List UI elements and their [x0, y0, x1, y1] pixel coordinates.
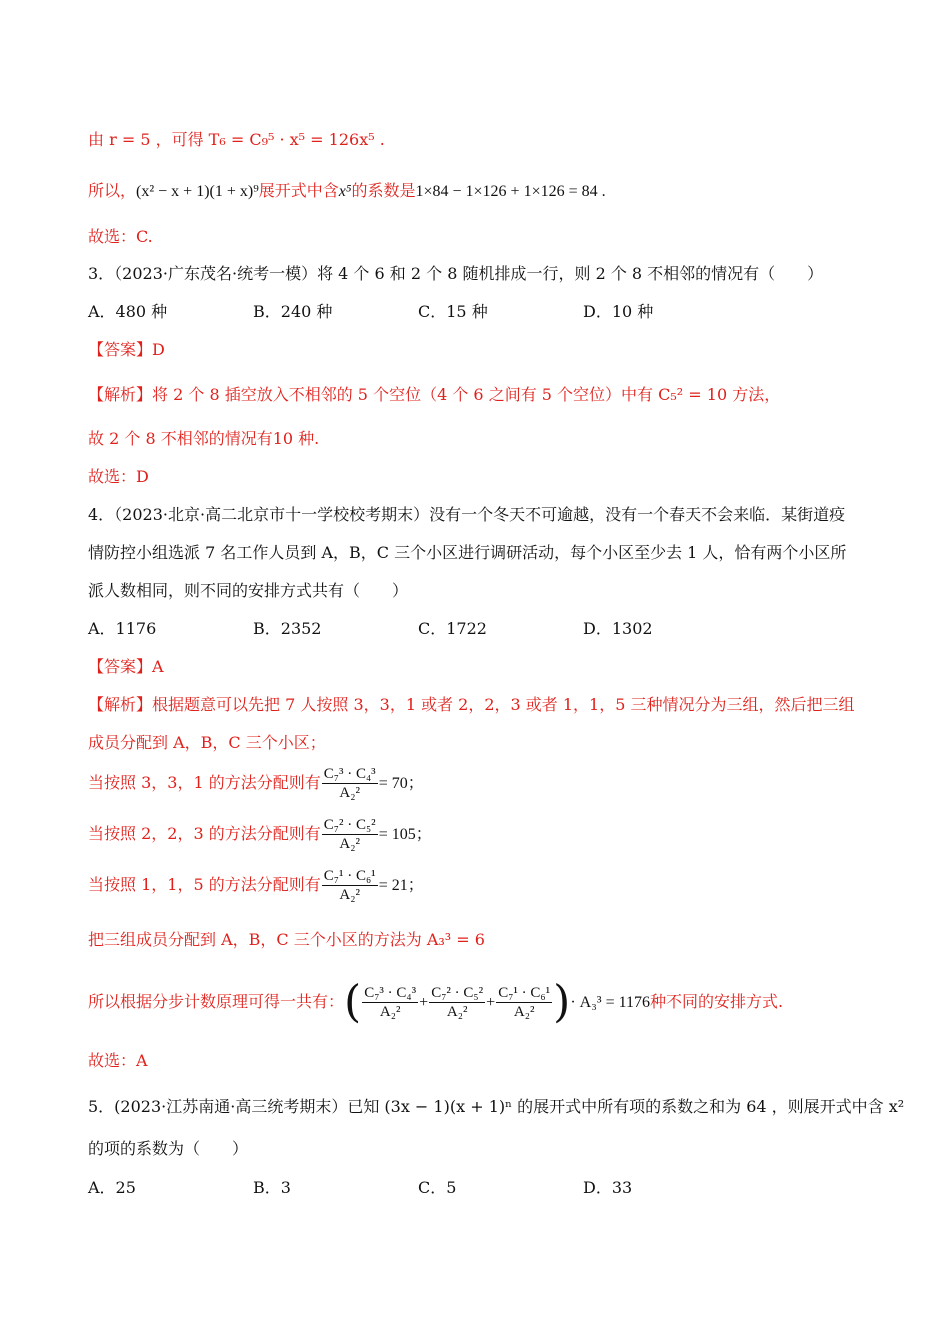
q4-stem-2: 情防控小组选派 7 名工作人员到 A，B，C 三个小区进行调研活动，每个小区至少去 1 人，恰有两个小区所 [88, 543, 847, 562]
q5-stem-2: 的项的系数为（ ） [88, 1139, 249, 1158]
q4-total-right-paren: ) [553, 976, 571, 1028]
q4-total-fraction-3 [496, 984, 552, 1021]
q4-case2-denominator: A₂² [339, 836, 360, 852]
sol2-suffix: 的系数是 [351, 181, 416, 200]
q4-analysis-text: 根据题意可以先把 7 人按照 3，3，1 或者 2，2，3 或者 1，1，5 三种情况分为三组，然后把三组 [152, 695, 855, 714]
q4-total-text: 所以根据分步计数原理可得一共有： [88, 992, 345, 1011]
q4-case1-fraction [322, 765, 378, 802]
q4-option-a: A．1176 [88, 619, 157, 638]
q5-stem-1: 5．(2023·江苏南通·高三统考期末）已知 (3x − 1)(x + 1)ⁿ 的展开式中所有项的系数之和为 64 ，则展开式中含 x² [88, 1097, 905, 1116]
q5-option-a: A．25 [88, 1178, 136, 1197]
sol2-expr: (x² − x + 1)(1 + x)⁹ [136, 183, 259, 200]
q4-total-fraction-1 [362, 984, 418, 1021]
q3-analysis-text: 将 2 个 8 插空放入不相邻的 5 个空位（4 个 6 之间有 5 个空位）中有 C₅² = 10 方法， [152, 385, 781, 404]
q4-total-fraction-2 [429, 984, 485, 1021]
q4-total-f2-denominator: A₂² [446, 1004, 468, 1020]
q4-total-f1-denominator: A₂² [379, 1004, 401, 1020]
q3-choice: 故选：D [88, 467, 149, 486]
q4-answer-tag: 【答案】 [88, 657, 153, 676]
q5-option-c: C．5 [418, 1178, 457, 1197]
sol2-line2 [88, 180, 606, 203]
q4-total-result: · A₃³ = 1176 [570, 994, 651, 1011]
q4-case3-text: 当按照 1，1，5 的方法分配则有 [88, 875, 321, 894]
q4-answer [88, 656, 164, 678]
q4-stem-3: 派人数相同，则不同的安排方式共有（ ） [88, 581, 409, 600]
q4-case3-fraction [322, 867, 378, 904]
q4-total-f1-numerator: C₇³ · C₄³ [364, 985, 417, 1001]
q4-case-3 [88, 866, 424, 905]
q4-case2-text: 当按照 2，2，3 的方法分配则有 [88, 824, 321, 843]
q4-total-plus-2: + [486, 994, 496, 1011]
q4-case3-result: = 21； [378, 877, 424, 894]
q4-assign: 把三组成员分配到 A，B，C 三个小区的方法为 A₃³ = 6 [88, 930, 485, 949]
q3-answer-value: D [152, 340, 165, 359]
q3-analysis-1 [88, 384, 780, 406]
q4-option-b: B．2352 [253, 619, 322, 638]
sol2-choice: 故选：C. [88, 227, 153, 246]
q4-answer-value: A [152, 657, 164, 676]
q4-option-d: D．1302 [583, 619, 653, 638]
q4-case1-denominator: A₂² [339, 785, 360, 801]
q3-option-a: A．480 种 [88, 302, 168, 321]
q4-case3-denominator: A₂² [339, 887, 360, 903]
q4-total-left-paren: ( [344, 976, 362, 1028]
q4-stem-1: 4．（2023·北京·高二北京市十一学校校考期末）没有一个冬天不可逾越，没有一个春天不会来临．某街道疫 [88, 505, 846, 524]
q4-case1-numerator: C₇³ · C₄³ [323, 766, 376, 782]
q3-option-c: C．15 种 [418, 302, 488, 321]
q4-analysis-2: 成员分配到 A，B，C 三个小区； [88, 733, 326, 752]
q4-case1-text: 当按照 3，3，1 的方法分配则有 [88, 773, 321, 792]
q4-option-c: C．1722 [418, 619, 487, 638]
q3-answer-tag: 【答案】 [88, 340, 153, 359]
q4-case2-numerator: C₇² · C₅² [323, 817, 376, 833]
q3-answer [88, 339, 165, 361]
q4-total-plus-1: + [419, 994, 429, 1011]
q4-case2-fraction [322, 816, 378, 853]
sol2-prefix: 所以， [88, 181, 137, 200]
q4-total-f3-numerator: C₇¹ · C₆¹ [498, 985, 551, 1001]
q4-choice: 故选：A [88, 1051, 148, 1070]
q4-case-2 [88, 815, 432, 854]
q4-total-f3-denominator: A₂² [513, 1004, 535, 1020]
sol2-var: x⁵ [338, 183, 352, 200]
q4-analysis-1 [88, 694, 855, 716]
q3-analysis-tag: 【解析】 [88, 385, 153, 404]
sol2-line1: 由 r = 5 ，可得 T₆ = C₉⁵ · x⁵ = 126x⁵ . [88, 130, 385, 149]
q4-case3-numerator: C₇¹ · C₆¹ [323, 868, 376, 884]
q3-analysis-2: 故 2 个 8 不相邻的情况有10 种. [88, 429, 320, 448]
q4-analysis-tag: 【解析】 [88, 695, 153, 714]
sol2-calc: 1×84 − 1×126 + 1×126 = 84 . [415, 183, 606, 200]
q3-option-d: D．10 种 [583, 302, 654, 321]
sol2-mid: 展开式中含 [258, 181, 339, 200]
q3-option-b: B．240 种 [253, 302, 333, 321]
q5-option-d: D．33 [583, 1178, 633, 1197]
q4-total-suffix: 种不同的安排方式. [650, 992, 784, 1011]
q4-case-1 [88, 764, 424, 803]
q4-total-f2-numerator: C₇² · C₅² [431, 985, 484, 1001]
q4-case2-result: = 105； [378, 826, 432, 843]
q4-case1-result: = 70； [378, 775, 424, 792]
q3-stem: 3．（2023·广东茂名·统考一模）将 4 个 6 和 2 个 8 随机排成一行，则 2 个 8 不相邻的情况有（ ） [88, 264, 824, 283]
q5-option-b: B．3 [253, 1178, 291, 1197]
q4-total [88, 976, 783, 1029]
